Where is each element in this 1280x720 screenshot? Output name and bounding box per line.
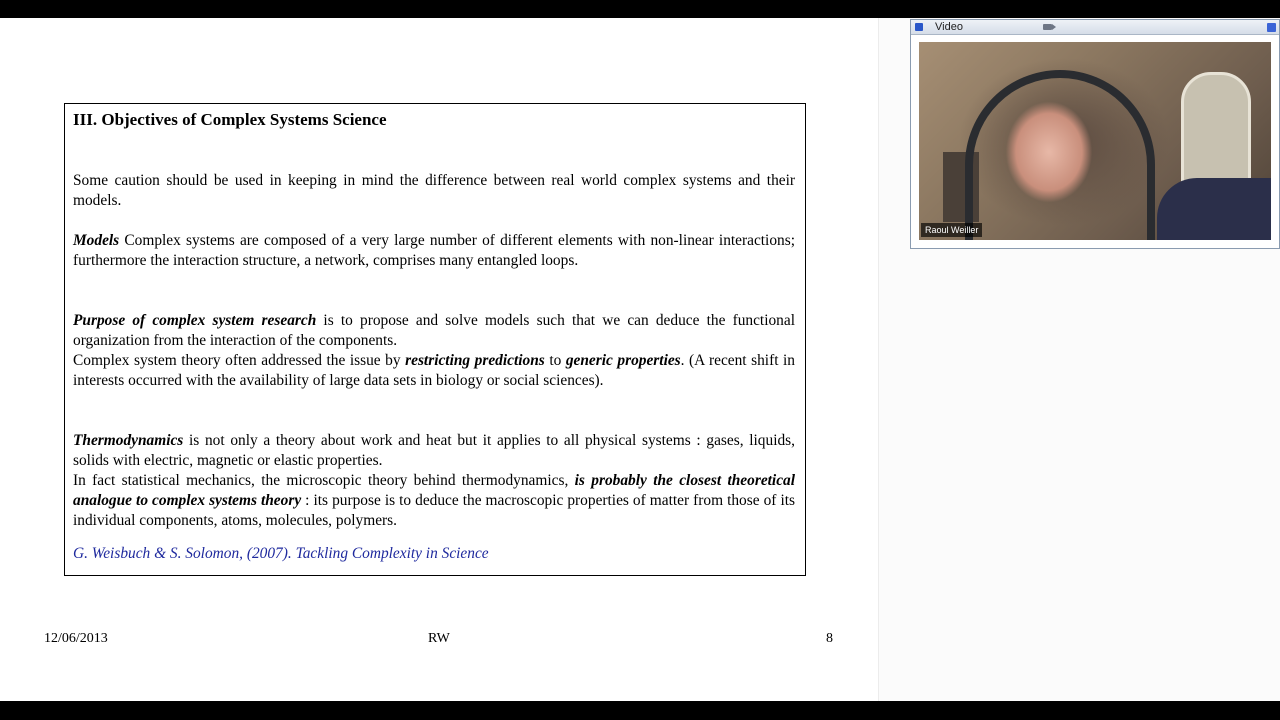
paragraph-theory-text-3: . (A recent shift in interests occurred with the availability of large data sets in biology or social sciences). <box>73 352 796 389</box>
paragraph-thermodynamics <box>73 431 795 471</box>
screen-share-stage <box>0 18 1280 701</box>
video-panel[interactable] <box>910 19 1280 249</box>
paragraph-thermodynamics-text: is not only a theory about work and heat but it applies to all physical systems : gases, liquids, solids with electric, magnetic or elastic properties. <box>73 432 795 469</box>
letterbox-bottom <box>0 701 1280 720</box>
participant-shoulder <box>1157 178 1271 240</box>
letterbox-top <box>0 0 1280 18</box>
term-models: Models <box>73 232 120 249</box>
footer-author: RW <box>428 631 450 646</box>
slide-area <box>0 18 878 701</box>
term-purpose: Purpose of complex system research <box>73 312 317 329</box>
webcam-feed <box>919 42 1271 240</box>
video-panel-title: Video <box>935 21 963 33</box>
video-panel-icon <box>915 23 923 31</box>
footer-date: 12/06/2013 <box>44 631 108 646</box>
term-thermodynamics: Thermodynamics <box>73 432 184 449</box>
slide-title: III. Objectives of Complex Systems Science <box>73 110 387 129</box>
citation: G. Weisbuch & S. Solomon, (2007). Tackling Complexity in Science <box>73 545 489 562</box>
paragraph-caution: Some caution should be used in keeping in mind the difference between real world complex systems and their models. <box>73 172 795 209</box>
video-panel-titlebar[interactable] <box>911 20 1279 35</box>
paragraph-purpose-text: is to propose and solve models such that we can deduce the functional organization from the interaction of the components. <box>73 312 795 349</box>
paragraph-theory <box>73 351 795 391</box>
paragraph-statistical-mechanics <box>73 471 795 531</box>
paragraph-theory-text-1: Complex system theory often addressed the issue by <box>73 352 406 369</box>
emphasis-closest-analogue: is probably the closest theoretical analogue to complex systems theory <box>73 472 796 509</box>
paragraph-stat-text-2: : its purpose is to deduce the macroscopic properties of matter from those of its individual components, atoms, molecules, polymers. <box>73 492 795 529</box>
participant-name-label: Raoul Weiller <box>921 223 982 237</box>
paragraph-models-text: Complex systems are composed of a very large number of different elements with non-linear interactions; furthermore the interaction structure, a network, comprises many entangled loops. <box>73 232 795 269</box>
slide-content-box <box>64 103 806 576</box>
paragraph-models <box>73 231 795 271</box>
footer-page-number: 8 <box>826 631 833 646</box>
emphasis-restricting-predictions: restricting predictions <box>405 352 545 369</box>
camera-icon[interactable] <box>1043 24 1052 30</box>
panel-options-icon[interactable] <box>1267 23 1276 32</box>
paragraph-stat-text-1: In fact statistical mechanics, the microscopic theory behind thermodynamics, <box>73 472 575 489</box>
headphones <box>965 70 1155 240</box>
paragraph-theory-text-2: to <box>544 352 566 369</box>
emphasis-generic-properties: generic properties <box>565 352 681 369</box>
paragraph-purpose <box>73 311 795 351</box>
